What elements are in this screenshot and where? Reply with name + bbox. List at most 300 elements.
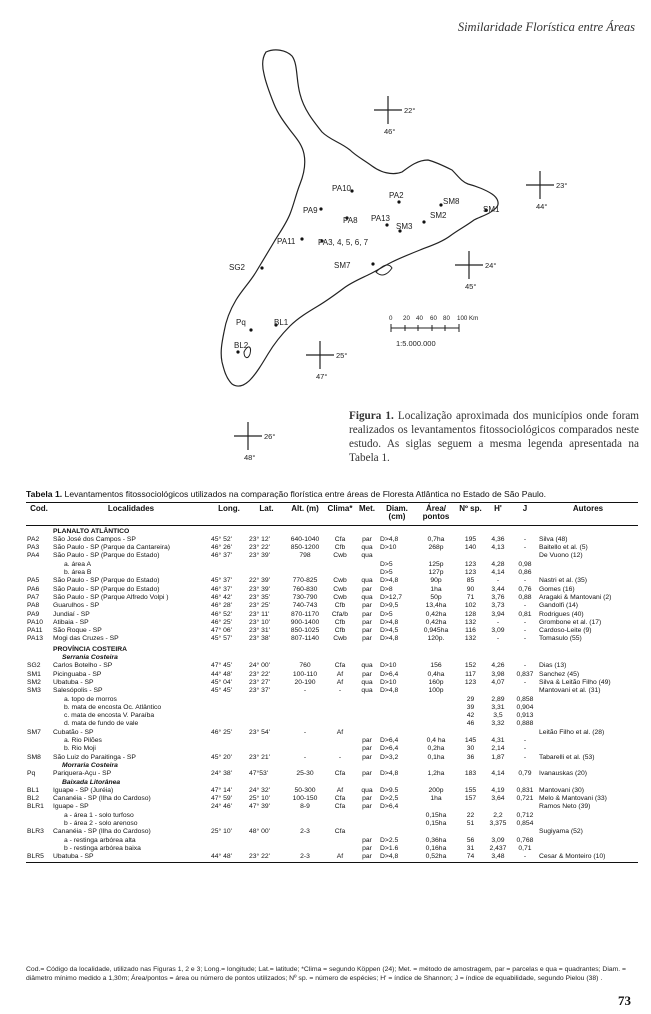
scale-tick-label: 60 [430, 315, 437, 322]
table-cell: 3,73 [491, 602, 505, 610]
table-cell: 20-190 [294, 678, 316, 686]
table-cell [285, 696, 325, 704]
table-row [26, 712, 638, 720]
table-cell: - [523, 627, 527, 635]
table-cell: 47°53' [249, 770, 269, 778]
table-cell: - [523, 745, 527, 753]
table-cell: D>4,5 [380, 627, 399, 635]
table-cell: São Roque - SP [53, 627, 102, 635]
table-cell: PA5 [27, 577, 40, 585]
table-cell: 740-743 [292, 602, 318, 610]
site-marker [396, 222, 413, 233]
table-row [26, 737, 638, 745]
table-cell: 23° 27' [249, 678, 270, 686]
table-cell: d. mata de fundo de vale [64, 720, 139, 728]
table-row [26, 704, 638, 712]
table-cell [248, 837, 285, 845]
table-row [26, 569, 638, 577]
table-row [26, 594, 638, 602]
table-cell: 23° 54' [249, 728, 270, 736]
table-cell [325, 820, 355, 828]
table-cell: 760-830 [292, 585, 318, 593]
table-cell [26, 712, 52, 720]
table-cell: 0,721 [516, 795, 534, 803]
table-cell [210, 845, 248, 853]
table-cell: - [523, 635, 527, 643]
table-cell: qua [361, 662, 373, 670]
table-cell: Salesópolis - SP [53, 687, 103, 695]
table-cell: 2,2 [493, 811, 503, 819]
table-cell: Ivanauskas (20) [539, 770, 588, 778]
table-cell: 31 [466, 844, 475, 852]
table-cell: Grombone et al. (17) [539, 618, 602, 626]
scale-ratio: 1:5.000.000 [396, 339, 436, 348]
table-cell: Cfa [334, 828, 346, 836]
site-label: PA11 [277, 237, 296, 246]
scale-tick-label: 0 [389, 315, 393, 322]
table-cell [415, 720, 457, 728]
site-marker [334, 261, 375, 270]
table-cell: 23° 21' [249, 753, 270, 761]
table-cell: 90p [430, 577, 442, 585]
table-row [26, 662, 638, 670]
table-cell: D>12,7 [380, 593, 402, 601]
table-body [26, 525, 638, 863]
table-cell [484, 552, 512, 560]
table-cell: qua [361, 786, 373, 794]
table-cell: 36 [466, 753, 475, 761]
scale-tick-label: 80 [443, 315, 450, 322]
table-cell: SM1 [27, 670, 41, 678]
table-cell: Af [336, 728, 344, 736]
table-cell: 4,36 [491, 535, 505, 543]
table-cell: Cananéia - SP (Ilha do Cardoso) [53, 795, 151, 803]
scale-tick-label: 20 [403, 315, 410, 322]
table-cell: D>4,8 [380, 535, 399, 543]
table-cell [26, 745, 52, 753]
table-cell [325, 569, 355, 577]
table-row [26, 552, 638, 560]
table-cell: 0,2ha [427, 745, 445, 753]
cross-lon-label: 46° [384, 127, 396, 136]
table-cell [355, 696, 379, 704]
table-cell: D>9,5 [380, 602, 399, 610]
table-cell: - [523, 753, 527, 761]
table-cell: 51 [466, 819, 475, 827]
table-cell: 23° 11' [249, 610, 270, 618]
table-cell: 0,86 [518, 569, 532, 577]
table-cell: Ubatuba - SP [53, 678, 94, 686]
state-boundary [221, 50, 498, 386]
cross-lat-label: 25° [336, 351, 348, 360]
table-cell [355, 812, 379, 820]
table-cell: PA6 [27, 585, 40, 593]
table-cell: - [496, 618, 500, 626]
table-cell: 1,2ha [427, 770, 445, 778]
table-cell: 45° 04' [211, 678, 232, 686]
table-cell [26, 561, 52, 569]
table-cell: 730-790 [292, 593, 318, 601]
table-cell: a. topo de morros [64, 695, 117, 703]
table-cell [355, 820, 379, 828]
table-cell: 56 [466, 836, 475, 844]
table-cell: 807-1140 [290, 635, 320, 643]
table-cell [538, 704, 638, 712]
table-cell: 47° 39' [249, 803, 270, 811]
table-cell: - [303, 687, 307, 695]
table-header-cell: Autores [538, 503, 638, 526]
table-cell [210, 720, 248, 728]
site-marker [303, 206, 323, 215]
table-cell: b. Rio Moji [64, 745, 96, 753]
table-cell: Cfb [334, 618, 346, 626]
table-cell: De Vuono (12) [539, 552, 583, 560]
table-cell [325, 561, 355, 569]
table-cell [415, 696, 457, 704]
cross-lat-label: 23° [556, 181, 568, 190]
table-cell: - [512, 853, 538, 863]
table-cell: par [362, 770, 372, 778]
cross-lat-label: 22° [404, 106, 416, 115]
table-cell [538, 696, 638, 704]
table-cell: 0,36ha [425, 836, 447, 844]
site-label: PA13 [371, 214, 390, 223]
site-label: Pq [236, 318, 246, 327]
site-marker [332, 184, 354, 193]
table-cell: 24° 38' [211, 770, 232, 778]
table-cell [512, 687, 538, 695]
table-cell: b. mata de encosta Oc. Atlântico [64, 703, 162, 711]
table-cell: 50-300 [294, 786, 316, 794]
table-cell [484, 828, 512, 836]
table-cell [325, 737, 355, 745]
table-cell [285, 704, 325, 712]
table-cell: 47° 45' [211, 662, 232, 670]
table-cell: PA8 [27, 602, 40, 610]
table-cell: Atibaia - SP [53, 618, 89, 626]
table-cell: a. Rio Pilões [64, 737, 102, 745]
table-cell: Mantovani et al. (31) [539, 687, 601, 695]
figure-caption [349, 409, 639, 465]
table-cell: qua [361, 577, 373, 585]
table-cell: D>5 [380, 560, 393, 568]
table-cell: 46° 28' [211, 602, 232, 610]
table-row [26, 837, 638, 845]
table-cell: São José dos Campos - SP [53, 535, 136, 543]
table-cell: 23° 31' [249, 627, 270, 635]
table-cell: PA3 [27, 544, 40, 552]
table-header-cell: Clima* [325, 503, 355, 526]
table-cell [248, 812, 285, 820]
table-cell: Cwb [333, 577, 347, 585]
table-cell [285, 712, 325, 720]
table-cell [512, 803, 538, 811]
table-cell: - [523, 602, 527, 610]
table-cell [248, 720, 285, 728]
table-cell: 23° 22' [248, 853, 285, 863]
table-header-cell: J [512, 503, 538, 526]
table-cell: PA11 [27, 627, 43, 635]
table-cell: 3,375 [489, 819, 507, 827]
table-cell: 2,89 [491, 695, 505, 703]
table-cell [379, 812, 415, 820]
table-cell: Gomes (16) [539, 585, 575, 593]
table-cell: 46° 25' [211, 618, 232, 626]
table-cell [248, 737, 285, 745]
table-cell: PA2 [27, 535, 40, 543]
table-cell: D>3,2 [380, 753, 399, 761]
site-marker [422, 211, 447, 224]
table-cell: D>4,8 [379, 853, 415, 863]
table-cell [210, 712, 248, 720]
table-title [26, 489, 546, 499]
table-cell [26, 704, 52, 712]
table-cell: par [362, 844, 372, 852]
table-cell: 23° 22' [249, 670, 270, 678]
table-cell: 23° 35' [249, 593, 270, 601]
table-section-row [26, 644, 638, 654]
table-cell: 1,87 [491, 753, 505, 761]
table-cell: Guarulhos - SP [53, 602, 100, 610]
table-cell: 3,48 [484, 853, 512, 863]
table-cell: 2-3 [285, 853, 325, 863]
table-cell: PA13 [27, 635, 44, 643]
table-cell: 128 [464, 610, 477, 618]
table-cell: 100-110 [292, 670, 318, 678]
table-cell: D>4,8 [380, 635, 399, 643]
table-cell: 45° 20' [211, 753, 232, 761]
table-cell [379, 820, 415, 828]
table-title-label: Tabela 1. [26, 489, 63, 499]
table-cell: 24° 46' [211, 803, 232, 811]
table-cell: 0,858 [516, 695, 534, 703]
table-cell: c. mata de encosta V. Paraíba [64, 712, 155, 720]
table-cell: Silva & Leitão Filho (49) [539, 678, 611, 686]
table-cell: 22° 39' [249, 577, 270, 585]
table-cell: BLR3 [27, 828, 44, 836]
table-cell: - [523, 678, 527, 686]
table-cell: Cfa [334, 803, 346, 811]
table-cell [355, 828, 379, 836]
table-cell [325, 812, 355, 820]
table-cell: 4,26 [491, 662, 505, 670]
table-cell: - [523, 544, 527, 552]
table-cell: 156 [430, 662, 442, 670]
section-label: PROVÍNCIA COSTEIRA [53, 645, 128, 653]
site-marker [389, 191, 404, 204]
table-cell: 100p [428, 687, 444, 695]
table-cell [538, 812, 638, 820]
table-cell: Silva (48) [539, 535, 568, 543]
site-label: BL2 [234, 341, 249, 350]
table-cell: 46° 37' [211, 585, 232, 593]
table-cell [457, 828, 484, 836]
table-cell: 155 [464, 786, 477, 794]
page-number: 73 [618, 993, 631, 1008]
table-header-cell: H' [484, 503, 512, 526]
table-cell [285, 720, 325, 728]
table-cell: 48° 00' [249, 828, 270, 836]
table-header-cell: Cod. [26, 503, 52, 526]
table-cell: Cfb [334, 602, 346, 610]
table-cell: 100-150 [292, 795, 318, 803]
table-cell: PA7 [27, 593, 40, 601]
table-cell [210, 696, 248, 704]
table-cell: 85 [466, 577, 475, 585]
table-cell: par [355, 853, 379, 863]
table-cell [512, 828, 538, 836]
section-label: Morraria Costeira [62, 761, 118, 769]
table-cell: São Paulo - SP (Parque da Cantareira) [53, 544, 170, 552]
table-row [26, 544, 638, 552]
table-cell: 4,28 [491, 560, 505, 568]
table-cell: 0,768 [516, 836, 534, 844]
table-cell: 900-1400 [290, 618, 320, 626]
table-cell: - [303, 753, 307, 761]
table-cell: Cwb [333, 593, 347, 601]
table-cell [538, 712, 638, 720]
table-row [26, 679, 638, 687]
table-cell: - [523, 535, 527, 543]
table-cell [379, 712, 415, 720]
table-cell: 850-1025 [290, 627, 320, 635]
table-cell [484, 687, 512, 695]
table-cell: par [362, 618, 372, 626]
table-cell [355, 712, 379, 720]
table-cell: D>10 [380, 662, 397, 670]
table-cell: 29 [466, 695, 475, 703]
coordinate-cross [455, 251, 496, 291]
table-cell [285, 845, 325, 853]
table-cell: Cfb [334, 627, 346, 635]
scale-bar [389, 315, 478, 348]
table-cell: D>5 [380, 610, 393, 618]
table-cell: D>6,4 [380, 803, 399, 811]
table-cell: 47° 06' [211, 627, 232, 635]
table-cell [355, 561, 379, 569]
table-cell [457, 687, 484, 695]
table-cell [248, 569, 285, 577]
table-cell: BL1 [27, 786, 40, 794]
site-marker [234, 341, 249, 354]
table-cell: Mantovani (30) [539, 786, 585, 794]
table-cell: par [362, 610, 372, 618]
table-cell: Aragaki & Mantovani (2) [539, 593, 612, 601]
table-row [26, 536, 638, 544]
site-label: SM2 [430, 211, 447, 220]
table-cell: Nastri et al. (35) [539, 577, 588, 585]
coordinate-cross [234, 422, 275, 462]
cross-lat-label: 26° [264, 432, 276, 441]
table-cell: 145 [464, 737, 477, 745]
table-row [26, 671, 638, 679]
table-cell: D>8 [380, 585, 393, 593]
table-cell: Cfa/b [331, 610, 349, 618]
table-cell [210, 561, 248, 569]
table-cell [285, 812, 325, 820]
table-cell: 195 [464, 535, 477, 543]
table-cell: 2,14 [491, 745, 505, 753]
table-cell: Af [336, 678, 344, 686]
table-row [26, 803, 638, 811]
table-cell: 4,07 [491, 678, 505, 686]
table-cell [379, 704, 415, 712]
table-cell [248, 845, 285, 853]
table-cell: Cfa [334, 662, 346, 670]
table-cell: D>1.6 [380, 844, 399, 852]
table-cell: 2-3 [300, 828, 310, 836]
site-label: PA2 [389, 191, 404, 200]
table-cell: 46° 25' [211, 728, 232, 736]
table-cell: 0,76 [518, 585, 532, 593]
table-cell [538, 720, 638, 728]
table-header-cell: Met. [355, 503, 379, 526]
site-label: SM7 [334, 261, 351, 270]
table-cell: 120p. [427, 635, 445, 643]
table-cell [285, 569, 325, 577]
table-cell: 4,14 [491, 770, 505, 778]
table-cell: 4,19 [491, 786, 505, 794]
table-cell: Mogi das Cruzes - SP [53, 635, 119, 643]
table-cell: 127p [428, 569, 444, 577]
coordinate-cross [526, 171, 567, 211]
site-marker [236, 318, 253, 332]
table-cell: D>6,4 [380, 745, 399, 753]
table-cell [325, 712, 355, 720]
table-row [26, 745, 638, 753]
site-label: BL1 [274, 318, 289, 327]
table-cell: 0,888 [516, 720, 534, 728]
table-cell: 102 [464, 602, 477, 610]
table-header-cell: Long. [210, 503, 248, 526]
table-row [26, 729, 638, 737]
table-cell: 23° 38' [249, 635, 270, 643]
table-cell: Ramos Neto (39) [539, 803, 591, 811]
table-cell: 157 [464, 795, 477, 803]
table-cell: 770-825 [292, 577, 318, 585]
table-row [26, 787, 638, 795]
table-cell [210, 704, 248, 712]
table-cell: D>10 [380, 544, 397, 552]
table-cell: São Paulo - SP (Parque do Estado) [53, 577, 160, 585]
table-row [26, 812, 638, 820]
table-cell: - [338, 687, 342, 695]
table-cell: 125p [428, 560, 444, 568]
table-cell [457, 803, 484, 811]
coordinate-crosses [234, 96, 567, 462]
table-cell: Cfa [334, 795, 346, 803]
table-cell: 123 [464, 560, 477, 568]
table-cell: 46° 52' [211, 610, 232, 618]
table-cell: a - restinga arbórea alta [64, 836, 136, 844]
table-cell: 4,14 [491, 569, 505, 577]
table-cell: - [523, 662, 527, 670]
table-cell [285, 837, 325, 845]
table-row [26, 577, 638, 585]
table-cell: Dias (13) [539, 662, 567, 670]
table-cell [512, 552, 538, 560]
site-marker [318, 238, 369, 247]
table-cell: 3,31 [491, 703, 505, 711]
table-cell: 132 [464, 618, 477, 626]
table-cell [26, 820, 52, 828]
table-row [26, 754, 638, 762]
cross-lon-label: 44° [536, 202, 548, 211]
table-cell: par [362, 670, 372, 678]
table-header-row [26, 503, 638, 526]
table-cell: qua [361, 678, 373, 686]
table-cell: 39 [466, 703, 475, 711]
